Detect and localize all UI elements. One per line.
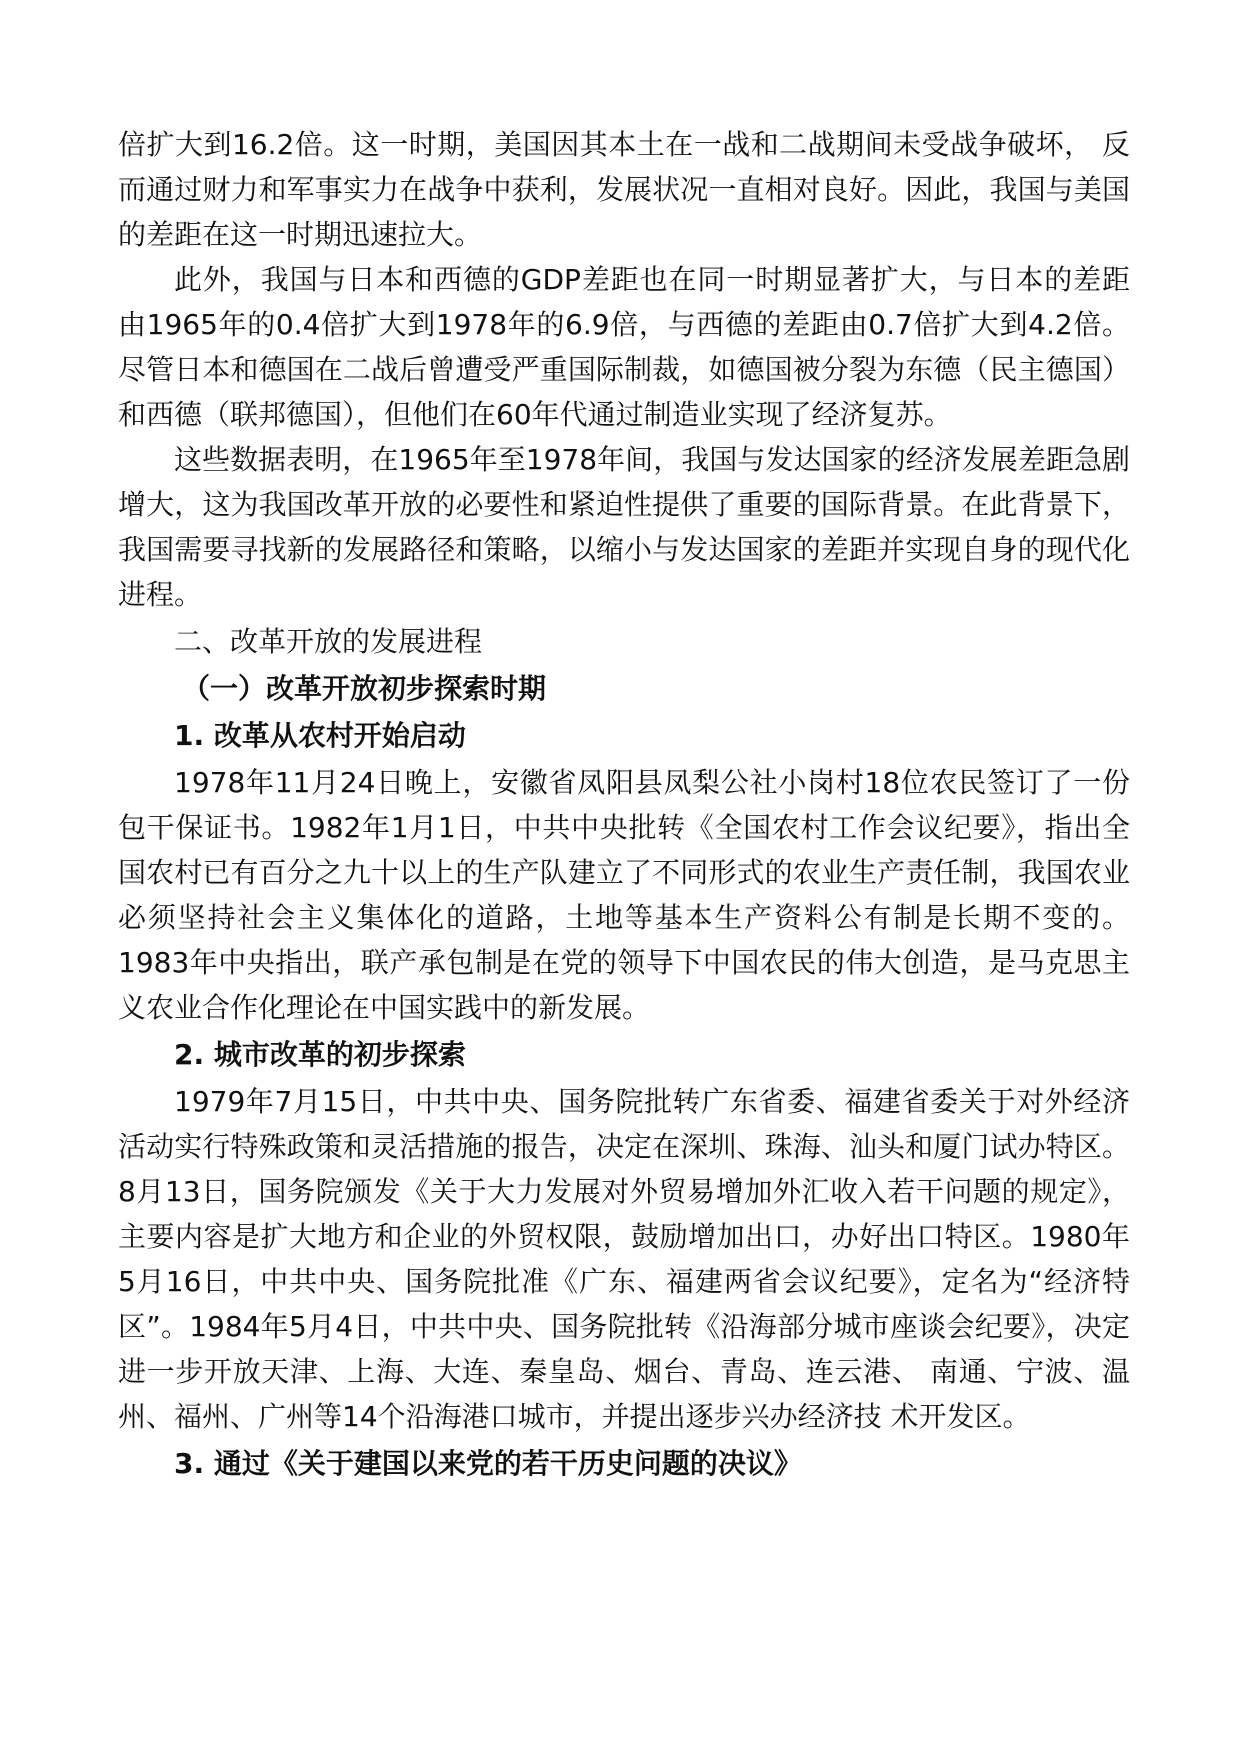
paragraph-us-gap: 倍扩大到16.2倍。这一时期，美国因其本土在一战和二战期间未受战争破坏， 反而通过财力和军事实力在战争中获利，发展状况一直相对良好。因此，我国与美国的差距在这一时期迅速拉大。: [118, 128, 1130, 251]
item-heading-rural-reform: 1. 改革从农村开始启动: [174, 719, 466, 752]
paragraph-urban-reform: 1979年7月15日，中共中央、国务院批转广东省委、福建省委关于对外经济活动实行特殊政策和灵活措施的报告，决定在深圳、珠海、汕头和厦门试办特区。8月13日，国务院颁发《关于大力发展对外贸易增加外汇收入若干问题的规定》，主要内容是扩大地方和企业的外贸权限，鼓励增加出口，办好出口特区。1980年5月16日，中共中央、国务院批准《广东、福建两省会议纪要》，定名为“经济特区”。1984年5月4日，中共中央、国务院批转《沿海部分城市座谈会纪要》，决定进一步开放天津、上海、大连、秦皇岛、烟台、青岛、连云港、 南通、宁波、温州、福州、广州等14个沿海港口城市，并提出逐步兴办经济技 术开发区。: [118, 1085, 1130, 1433]
subsection-heading-initial-exploration: （一）改革开放初步探索时期: [182, 672, 547, 705]
document-body: [118, 122, 1130, 1488]
section-heading-development-process: 二、改革开放的发展进程: [174, 625, 483, 658]
item-heading-historical-resolution: 3. 通过《关于建国以来党的若干历史问题的决议》: [174, 1447, 802, 1480]
item-heading-urban-reform: 2. 城市改革的初步探索: [174, 1038, 466, 1071]
paragraph-rural-reform: 1978年11月24日晚上，安徽省凤阳县凤梨公社小岗村18位农民签订了一份包干保证书。1982年1月1日，中共中央批转《全国农村工作会议纪要》，指出全国农村已有百分之九十以上的生产队建立了不同形式的农业生产责任制，我国农业必须坚持社会主义集体化的道路，土地等基本生产资料公有制是长期不变的。1983年中央指出，联产承包制是在党的领导下中国农民的伟大创造，是马克思主义农业合作化理论在中国实践中的新发展。: [118, 766, 1130, 1024]
paragraph-data-conclusion: 这些数据表明，在1965年至1978年间，我国与发达国家的经济发展差距急剧增大，这为我国改革开放的必要性和紧迫性提供了重要的国际背景。在此背景下，我国需要寻找新的发展路径和策略，以缩小与发达国家的差距并实现自身的现代化进程。: [118, 443, 1130, 611]
paragraph-japan-germany-gap: 此外，我国与日本和西德的GDP差距也在同一时期显著扩大，与日本的差距由1965年的0.4倍扩大到1978年的6.9倍，与西德的差距由0.7倍扩大到4.2倍。尽管日本和德国在二战后曾遭受严重国际制裁，如德国被分裂为东德（民主德国）和西德（联邦德国），但他们在60年代通过制造业实现了经济复苏。: [118, 263, 1130, 431]
